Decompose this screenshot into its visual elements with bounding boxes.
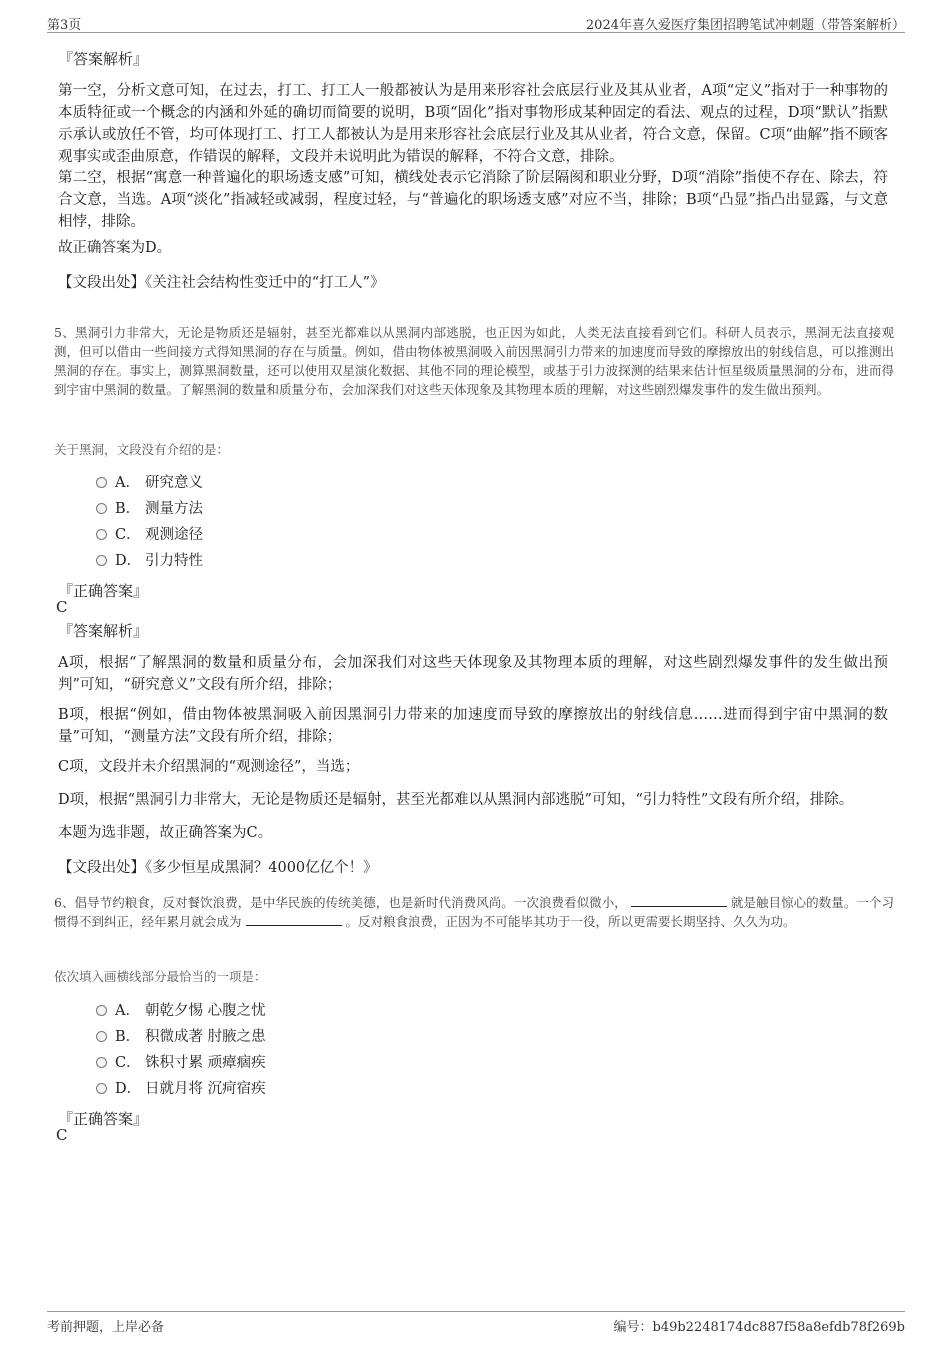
option-b[interactable]: B． 积微成著 肘腋之患 [96, 1027, 266, 1047]
option-c[interactable]: C． 铢积寸累 顽瘴痼疾 [96, 1053, 266, 1073]
source-citation: 【文段出处】《关注社会结构性变迁中的“打工人”》 [58, 275, 385, 291]
correct-answer: C [56, 1126, 68, 1144]
analysis-conclusion: 本题为选非题，故正确答案为C。 [58, 825, 273, 841]
fill-blank-2 [246, 913, 342, 926]
option-c[interactable]: C． 观测途径 [96, 525, 203, 545]
radio-icon[interactable] [96, 1031, 107, 1042]
analysis-paragraph: 第一空，分析文意可知，在过去，打工、打工人一般都被认为是用来形容社会底层行业及其从业者，A项“定义”指对于一种事物的本质特征或一个概念的内涵和外延的确切而简要的说明，B项“固化”指对事物形成某种固定的看法、观点的过程，D项“默认”指默示承认或放任不管，均可体现打工、打工人都被认为是用来形容社会底层行业及其从业者，符合文意，保留。C项“曲解”指不顾客观事实或歪曲原意，作错误的解释，文段并未说明此为错误的解释，不符合文意，排除。 [58, 83, 888, 165]
option-a[interactable]: A． 朝乾夕惕 心腹之忧 [96, 1001, 266, 1021]
document-id: 编号：b49b2248174dc887f58a8efdb78f269b [613, 1320, 905, 1335]
option-b[interactable]: B． 测量方法 [96, 499, 203, 519]
radio-icon[interactable] [96, 503, 107, 514]
analysis-label: 『答案解析』 [58, 50, 149, 68]
analysis-paragraph: A项，根据“了解黑洞的数量和质量分布，会加深我们对这些天体现象及其物理本质的理解，对这些剧烈爆发事件的发生做出预判”可知，“研究意义”文段有所介绍，排除； [58, 655, 888, 693]
radio-icon[interactable] [96, 529, 107, 540]
option-d[interactable]: D． 引力特性 [96, 551, 203, 571]
radio-icon[interactable] [96, 555, 107, 566]
analysis-paragraph: D项，根据“黑洞引力非常大，无论是物质还是辐射，甚至光都难以从黑洞内部逃脱”可知，“引力特性”文段有所介绍，排除。 [58, 792, 854, 808]
page-footer [47, 1311, 905, 1336]
question-stem: 5、黑洞引力非常大，无论是物质还是辐射，甚至光都难以从黑洞内部逃脱，也正因为如此，人类无法直接看到它们。科研人员表示，黑洞无法直接观测，但可以借由一些间接方式得知黑洞的存在与质量。例如，借由物体被黑洞吸入前因黑洞引力带来的加速度而导致的摩擦放出的射线信息，可以推测出黑洞的存在。事实上，测算黑洞数量，还可以使用双星演化数据、其他不同的理论模型，或基于引力波探测的结果来估计恒星级质量黑洞的分布，进而得到宇宙中黑洞的数量。了解黑洞的数量和质量分布，会加深我们对这些天体现象及其物理本质的理解，对这些剧烈爆发事件的发生做出预判。 [54, 325, 894, 397]
radio-icon[interactable] [96, 1005, 107, 1016]
analysis-paragraph: 第二空，根据“寓意一种普遍化的职场透支感”可知，横线处表示它消除了阶层隔阂和职业分野，D项“消除”指使不存在、除去，符合文意，当选。A项“淡化”指减轻或减弱，程度过轻，与“普遍化的职场透支感”对应不当，排除；B项“凸显”指凸出显露，与文意相悖，排除。 [58, 170, 888, 230]
question-stem: 6、倡导节约粮食，反对餐饮浪费，是中华民族的传统美德，也是新时代消费风尚。一次浪费看似微小， 就是触目惊心的数量。一个习惯得不到纠正，经年累月就会成为 。反对粮食浪费，正因为不可能毕其功于一役，所以更需要长期坚持、久久为功。 [54, 895, 894, 929]
source-citation: 【文段出处】《多少恒星成黑洞？4000亿亿个！》 [58, 860, 378, 876]
footer-slogan: 考前押题，上岸必备 [47, 1320, 165, 1335]
analysis-conclusion: 故正确答案为D。 [58, 240, 172, 256]
page-number: 第3页 [47, 18, 82, 33]
radio-icon[interactable] [96, 1083, 107, 1094]
page-header [47, 12, 905, 33]
question-prompt: 依次填入画横线部分最恰当的一项是： [54, 969, 267, 984]
analysis-label: 『答案解析』 [58, 622, 149, 640]
analysis-paragraph: B项，根据“例如，借由物体被黑洞吸入前因黑洞引力带来的加速度而导致的摩擦放出的射线信息……进而得到宇宙中黑洞的数量”可知，“测量方法”文段有所介绍，排除； [58, 707, 888, 745]
option-d[interactable]: D． 日就月将 沉疴宿疾 [96, 1079, 266, 1099]
option-a[interactable]: A． 研究意义 [96, 473, 203, 493]
correct-answer: C [56, 598, 68, 616]
analysis-paragraph: C项，文段并未介绍黑洞的“观测途径”，当选； [58, 759, 360, 775]
radio-icon[interactable] [96, 477, 107, 488]
correct-answer-label: 『正确答案』 [58, 1110, 149, 1128]
radio-icon[interactable] [96, 1057, 107, 1068]
document-title: 2024年喜久爱医疗集团招聘笔试冲刺题（带答案解析） [585, 18, 905, 33]
fill-blank-1 [631, 894, 727, 907]
question-prompt: 关于黑洞，文段没有介绍的是： [54, 442, 230, 457]
correct-answer-label: 『正确答案』 [58, 582, 149, 600]
